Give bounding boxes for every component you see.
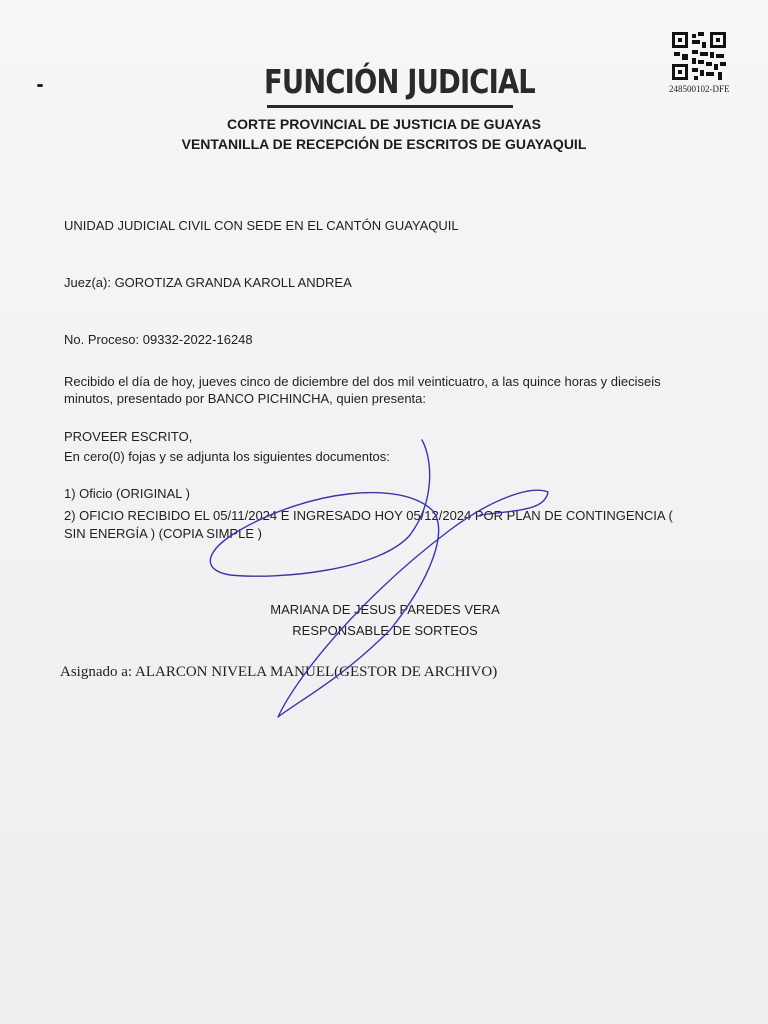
scan-speck: [37, 84, 43, 87]
funcion-judicial-logo: FUNCIÓN JUDICIAL: [264, 62, 535, 101]
signatory-name: MARIANA DE JESUS PAREDES VERA: [270, 602, 500, 617]
provide-line: PROVEER ESCRITO,: [64, 429, 193, 444]
logo-underline: [267, 105, 513, 108]
qr-code-id: 248500102-DFE: [669, 84, 730, 94]
document-item-2-line-1: 2) OFICIO RECIBIDO EL 05/11/2024 E INGRESADO HOY 05/12/2024 POR PLAN DE CONTINGENCIA (: [64, 508, 673, 523]
received-line-1: Recibido el día de hoy, jueves cinco de diciembre del dos mil veinticuatro, a las quince horas y dieciseis: [64, 374, 661, 389]
document-item-2-line-2: SIN ENERGÍA ) (COPIA SIMPLE ): [64, 526, 262, 541]
court-title: CORTE PROVINCIAL DE JUSTICIA DE GUAYAS: [226, 116, 542, 132]
signatory-role: RESPONSABLE DE SORTEOS: [292, 623, 478, 638]
process-number: No. Proceso: 09332-2022-16248: [64, 332, 253, 347]
received-line-2: minutos, presentado por BANCO PICHINCHA, quien presenta:: [64, 391, 427, 406]
document-item-1: 1) Oficio (ORIGINAL ): [64, 486, 190, 501]
office-title: VENTANILLA DE RECEPCIÓN DE ESCRITOS DE GUAYAQUIL: [181, 136, 587, 152]
assigned-to: Asignado a: ALARCON NIVELA MANUEL(GESTOR DE ARCHIVO): [60, 664, 498, 680]
judicial-unit: UNIDAD JUDICIAL CIVIL CON SEDE EN EL CANTÓN GUAYAQUIL: [64, 218, 459, 233]
pages-line: En cero(0) fojas y se adjunta los siguientes documentos:: [64, 449, 390, 464]
qr-code-icon: [672, 32, 726, 80]
judge-line: Juez(a): GOROTIZA GRANDA KAROLL ANDREA: [64, 275, 352, 290]
handwritten-signature: [200, 430, 560, 730]
